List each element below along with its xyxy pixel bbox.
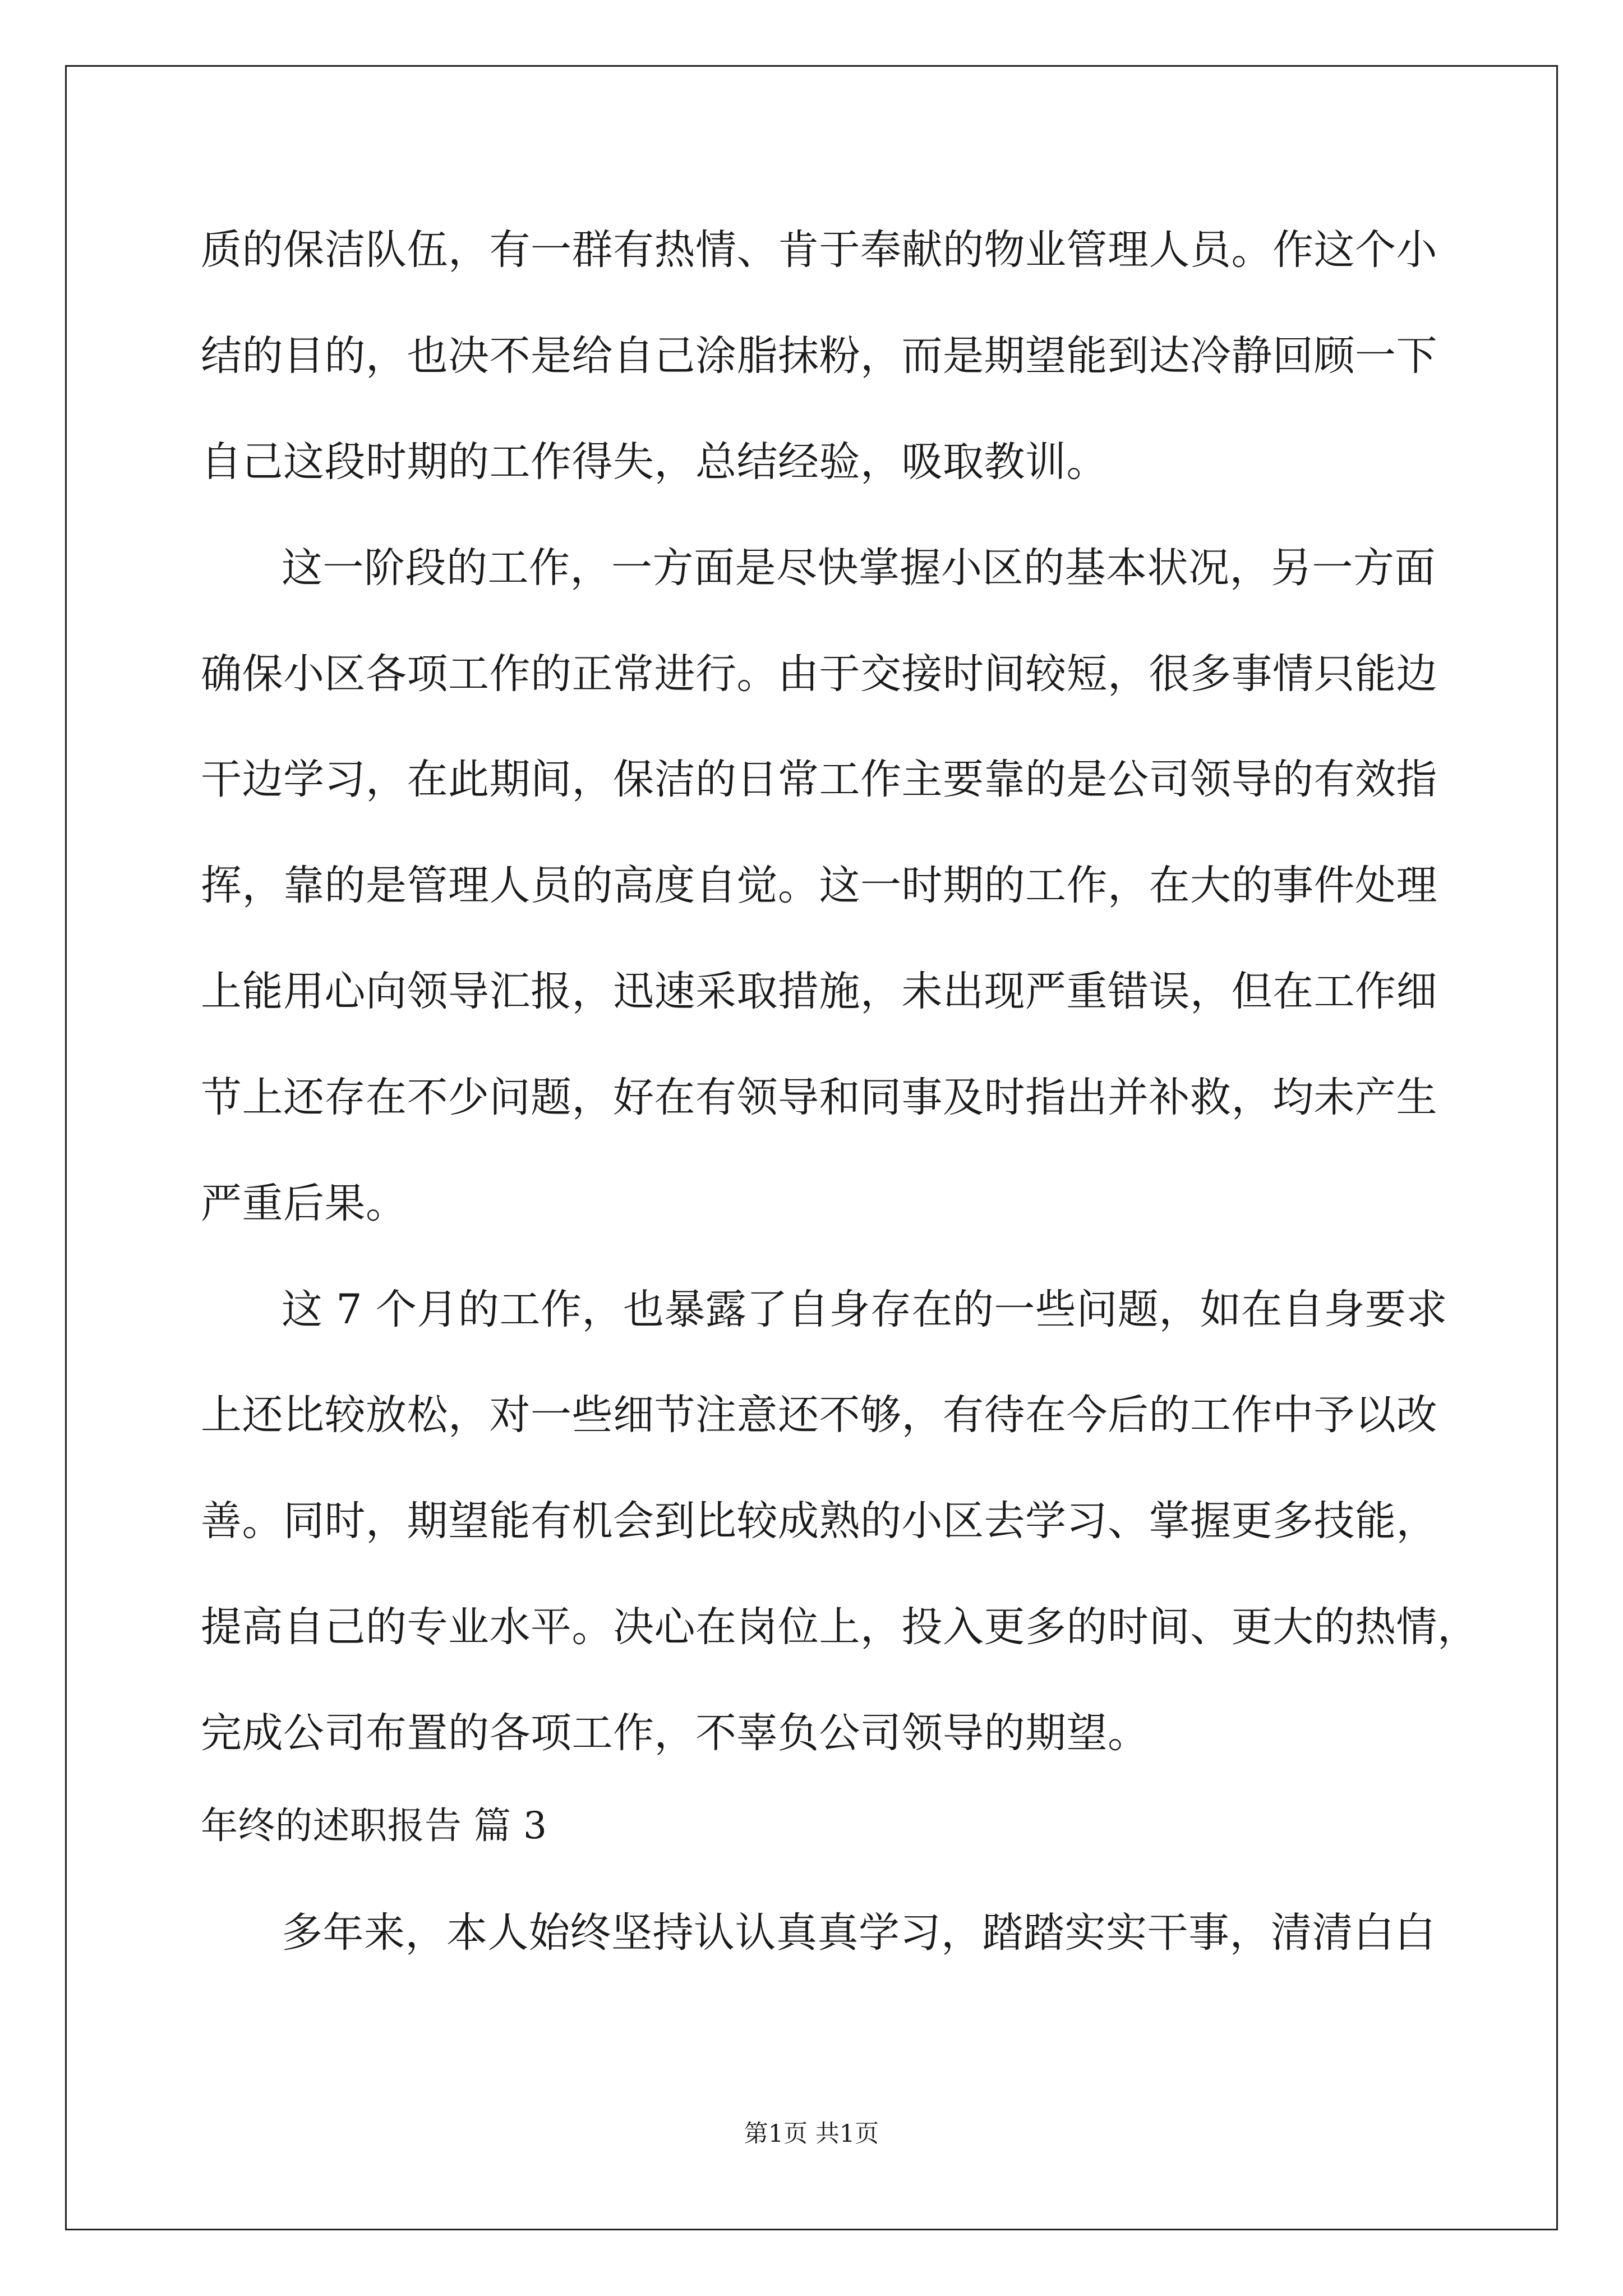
text-line: 提高自己的专业水平。决心在岗位上，投入更多的时间、更大的热情，: [201, 1603, 1479, 1651]
text-line: 上还比较放松，对一些细节注意还不够，有待在今后的工作中予以改: [201, 1391, 1437, 1439]
text-line: 上能用心向领导汇报，迅速采取措施，未出现严重错误，但在工作细: [201, 968, 1437, 1015]
text-line: 结的目的，也决不是给自己涂脂抹粉，而是期望能到达冷静回顾一下: [201, 332, 1437, 380]
paragraph-start-line: 多年来，本人始终坚持认认真真学习，踏踏实实干事，清清白白: [282, 1909, 1436, 1957]
text-line: 完成公司布置的各项工作，不辜负公司领导的期望。: [201, 1709, 1149, 1757]
text-line: 善。同时，期望能有机会到比较成熟的小区去学习、掌握更多技能，: [201, 1497, 1437, 1545]
text-line: 严重后果。: [201, 1180, 407, 1227]
text-line: 挥，靠的是管理人员的高度自觉。这一时期的工作，在大的事件处理: [201, 862, 1437, 909]
text-line: 确保小区各项工作的正常进行。由于交接时间较短，很多事情只能边: [201, 650, 1437, 698]
page-footer: 第1页 共1页: [744, 2120, 879, 2148]
text-line: 自己这段时期的工作得失，总结经验，吸取教训。: [201, 438, 1108, 486]
paragraph-start-line: 这 7 个月的工作，也暴露了自身存在的一些问题，如在自身要求: [282, 1286, 1447, 1333]
paragraph-start-line: 这一阶段的工作，一方面是尽快掌握小区的基本状况，另一方面: [282, 544, 1436, 592]
text-line: 干边学习，在此期间，保洁的日常工作主要靠的是公司领导的有效指: [201, 756, 1437, 803]
text-line: 节上还存在不少问题，好在有领导和同事及时指出并补救，均未产生: [201, 1074, 1437, 1121]
text-line: 质的保洁队伍，有一群有热情、肯于奉献的物业管理人员。作这个小: [201, 226, 1437, 274]
section-heading: 年终的述职报告 篇 3: [201, 1804, 547, 1847]
